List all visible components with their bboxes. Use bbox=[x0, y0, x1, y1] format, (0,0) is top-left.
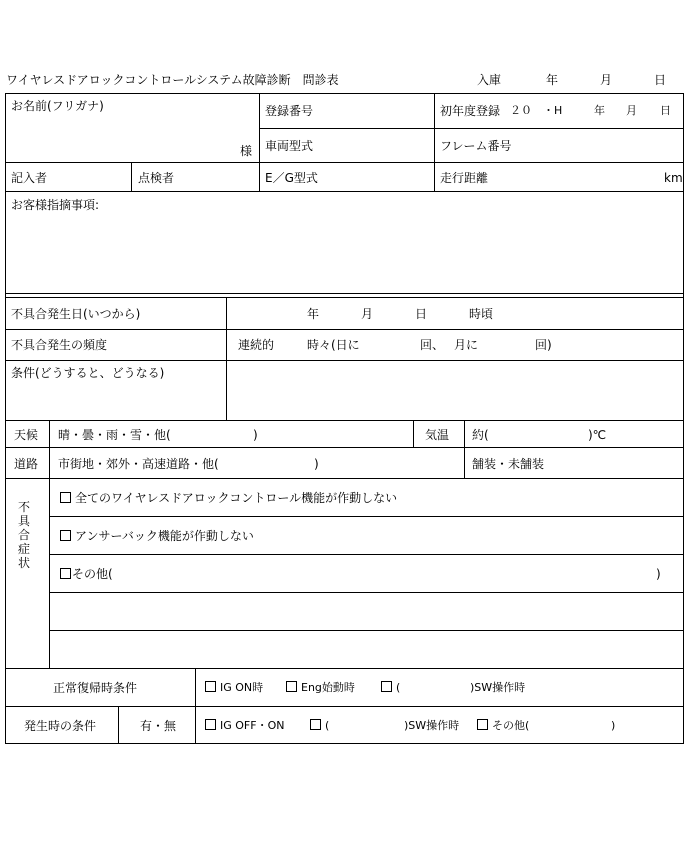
recovery-sw-operation: )SW操作時 bbox=[470, 681, 526, 694]
occurrence-date-label: 不具合発生日(いつから) bbox=[11, 307, 141, 321]
checkbox-icon[interactable] bbox=[60, 492, 71, 503]
checkbox-icon[interactable] bbox=[60, 530, 71, 541]
occurrence-month: 月 bbox=[361, 307, 374, 321]
road-close: ) bbox=[314, 457, 319, 471]
symptom-blank-row-1[interactable] bbox=[56, 597, 676, 627]
checkbox-icon[interactable] bbox=[310, 719, 321, 730]
checkbox-icon[interactable] bbox=[381, 681, 392, 692]
symptom-item-all-functions-text: 全てのワイヤレスドアロックコントロール機能が作動しない bbox=[75, 491, 398, 505]
checkbox-icon[interactable] bbox=[60, 568, 71, 579]
paving-options[interactable]: 舗装・未舗装 bbox=[472, 457, 545, 471]
weather-close: ) bbox=[253, 428, 258, 442]
customer-remarks-label: お客様指摘事項: bbox=[11, 198, 100, 212]
weather-label: 天候 bbox=[14, 428, 39, 442]
inspector-label: 点検者 bbox=[138, 171, 175, 185]
frame-number-label: フレーム番号 bbox=[440, 139, 512, 153]
vehicle-model-label: 車両型式 bbox=[265, 139, 314, 153]
checkbox-icon[interactable] bbox=[205, 681, 216, 692]
frequency-label: 不具合発生の頻度 bbox=[11, 338, 108, 352]
customer-remarks-field[interactable] bbox=[11, 216, 671, 288]
mileage-label: 走行距離 bbox=[440, 171, 489, 185]
recovery-ig-on-text: IG ON時 bbox=[220, 681, 264, 694]
recovery-sw-open: ( bbox=[396, 681, 401, 694]
onset-sw[interactable] bbox=[310, 719, 329, 733]
honorific-label: 様 bbox=[240, 144, 253, 158]
onset-ig-off-on-text: IG OFF・ON bbox=[220, 719, 285, 732]
customer-name-field[interactable] bbox=[11, 112, 251, 126]
onset-sw-open: ( bbox=[325, 719, 330, 732]
writer-label: 記入者 bbox=[11, 171, 48, 185]
onset-ig-off-on[interactable] bbox=[205, 719, 284, 733]
occurrence-year: 年 bbox=[307, 307, 320, 321]
temperature-close: )℃ bbox=[588, 428, 607, 442]
onset-other[interactable] bbox=[477, 719, 529, 733]
customer-name-label: お名前(フリガナ) bbox=[11, 99, 104, 113]
frequency-times-per-day: 回、 bbox=[420, 338, 445, 352]
occurrence-time: 時頃 bbox=[469, 307, 494, 321]
symptom-blank-row-2[interactable] bbox=[56, 635, 676, 665]
symptom-item-all-functions[interactable] bbox=[60, 491, 397, 505]
form-title: ワイヤレスドアロックコントロールシステム故障診断 問診表 bbox=[6, 73, 339, 87]
symptom-item-answerback[interactable] bbox=[60, 529, 254, 543]
first-registration-day: 日 bbox=[660, 104, 671, 117]
engine-model-label: E／G型式 bbox=[265, 171, 318, 185]
entry-year-label: 年 bbox=[546, 73, 559, 87]
frequency-per-month: 月に bbox=[454, 338, 479, 352]
recovery-condition-label: 正常復帰時条件 bbox=[53, 681, 138, 695]
occurrence-day: 日 bbox=[415, 307, 428, 321]
temperature-label: 気温 bbox=[425, 428, 450, 442]
recovery-eng-start-text: Eng始動時 bbox=[301, 681, 355, 694]
entry-month-label: 月 bbox=[600, 73, 613, 87]
onset-yes-no[interactable]: 有・無 bbox=[140, 719, 177, 733]
checkbox-icon[interactable] bbox=[286, 681, 297, 692]
onset-other-text: その他( bbox=[492, 719, 530, 732]
temperature-open: 約( bbox=[472, 428, 489, 442]
first-registration-year: 年 bbox=[594, 104, 605, 117]
onset-other-close: ) bbox=[611, 719, 616, 732]
condition-label: 条件(どうすると、どうなる) bbox=[11, 366, 165, 380]
mileage-unit: km bbox=[664, 171, 683, 185]
symptom-item-answerback-text: アンサーバック機能が作動しない bbox=[75, 529, 254, 543]
onset-condition-label: 発生時の条件 bbox=[24, 719, 97, 733]
frequency-times-close: 回) bbox=[535, 338, 552, 352]
condition-field[interactable] bbox=[232, 366, 677, 416]
registration-number-label: 登録番号 bbox=[265, 104, 314, 118]
first-registration-era: ２０ ・H bbox=[510, 104, 563, 117]
recovery-eng-start[interactable] bbox=[286, 681, 355, 695]
weather-options[interactable]: 晴・曇・雨・雪・他( bbox=[58, 428, 171, 442]
first-registration-label: 初年度登録 bbox=[440, 104, 501, 118]
recovery-ig-on[interactable] bbox=[205, 681, 263, 695]
entry-label: 入庫 bbox=[477, 73, 502, 87]
road-options[interactable]: 市街地・郊外・高速道路・他( bbox=[58, 457, 219, 471]
symptom-other-close: ) bbox=[656, 567, 661, 581]
entry-day-label: 日 bbox=[654, 73, 667, 87]
symptom-item-other-text: その他( bbox=[72, 567, 113, 581]
road-label: 道路 bbox=[14, 457, 39, 471]
symptom-item-other[interactable] bbox=[60, 567, 113, 581]
onset-sw-operation: )SW操作時 bbox=[404, 719, 460, 732]
frequency-continuous[interactable]: 連続的 bbox=[238, 338, 275, 352]
recovery-sw[interactable] bbox=[381, 681, 400, 695]
checkbox-icon[interactable] bbox=[205, 719, 216, 730]
first-registration-month: 月 bbox=[626, 104, 637, 117]
frequency-sometimes[interactable]: 時々(日に bbox=[307, 338, 360, 352]
symptoms-label: 不具合症状 bbox=[18, 500, 31, 570]
checkbox-icon[interactable] bbox=[477, 719, 488, 730]
